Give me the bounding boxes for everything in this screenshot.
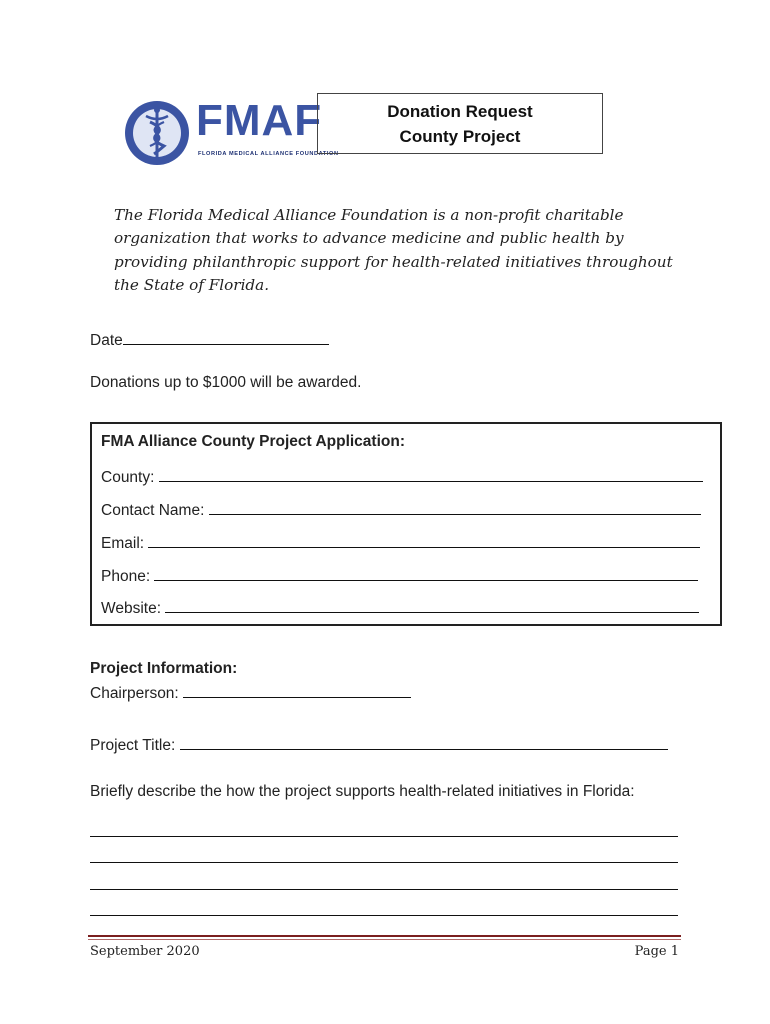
date-field[interactable] (123, 330, 329, 345)
donation-note: Donations up to $1000 will be awarded. (90, 374, 362, 391)
email-row (101, 533, 700, 553)
logo-subtitle: FLORIDA MEDICAL ALLIANCE FOUNDATION (198, 151, 339, 157)
caduceus-icon (124, 100, 190, 166)
project-title-label: Project Title: (90, 737, 176, 754)
fmaf-logo (124, 96, 339, 168)
description-line-2[interactable] (90, 862, 678, 863)
description-line-1[interactable] (90, 836, 678, 837)
county-row (101, 467, 703, 487)
description-line-3[interactable] (90, 889, 678, 890)
application-heading: FMA Alliance County Project Application: (101, 433, 405, 450)
website-field[interactable] (165, 598, 699, 613)
footer-date: September 2020 (90, 944, 200, 959)
title-box (317, 93, 603, 154)
phone-label: Phone: (101, 568, 151, 585)
phone-row (101, 566, 698, 586)
date-label: Date (90, 332, 123, 349)
intro-paragraph: The Florida Medical Alliance Foundation is a non-profit charitable organization that works to advance medicine and public health by providing philanthropic support for health-related initiatives throughout the State of Florida. (114, 206, 673, 294)
footer-rule-thin (88, 939, 681, 940)
description-line-4[interactable] (90, 915, 678, 916)
website-row (101, 598, 699, 618)
date-row (90, 330, 329, 350)
footer-page-number: Page 1 (634, 944, 679, 959)
phone-field[interactable] (154, 566, 698, 581)
title-line-2: County Project (399, 127, 521, 146)
title-line-1: Donation Request (387, 102, 533, 121)
chairperson-field[interactable] (183, 683, 411, 698)
county-field[interactable] (159, 467, 703, 482)
contact-name-label: Contact Name: (101, 502, 205, 519)
chairperson-label: Chairperson: (90, 685, 179, 702)
website-label: Website: (101, 600, 162, 617)
logo-wordmark: FMAF (196, 96, 323, 145)
project-title-field[interactable] (180, 735, 668, 750)
county-label: County: (101, 469, 155, 486)
chairperson-row (90, 683, 411, 703)
email-field[interactable] (148, 533, 700, 548)
email-label: Email: (101, 535, 145, 552)
describe-prompt: Briefly describe the how the project supports health-related initiatives in Florida: (90, 783, 635, 800)
footer-rule (88, 935, 681, 937)
contact-name-field[interactable] (209, 500, 701, 515)
application-box (90, 422, 722, 626)
contact-name-row (101, 500, 701, 520)
project-title-row (90, 735, 668, 755)
project-heading: Project Information: (90, 660, 238, 677)
